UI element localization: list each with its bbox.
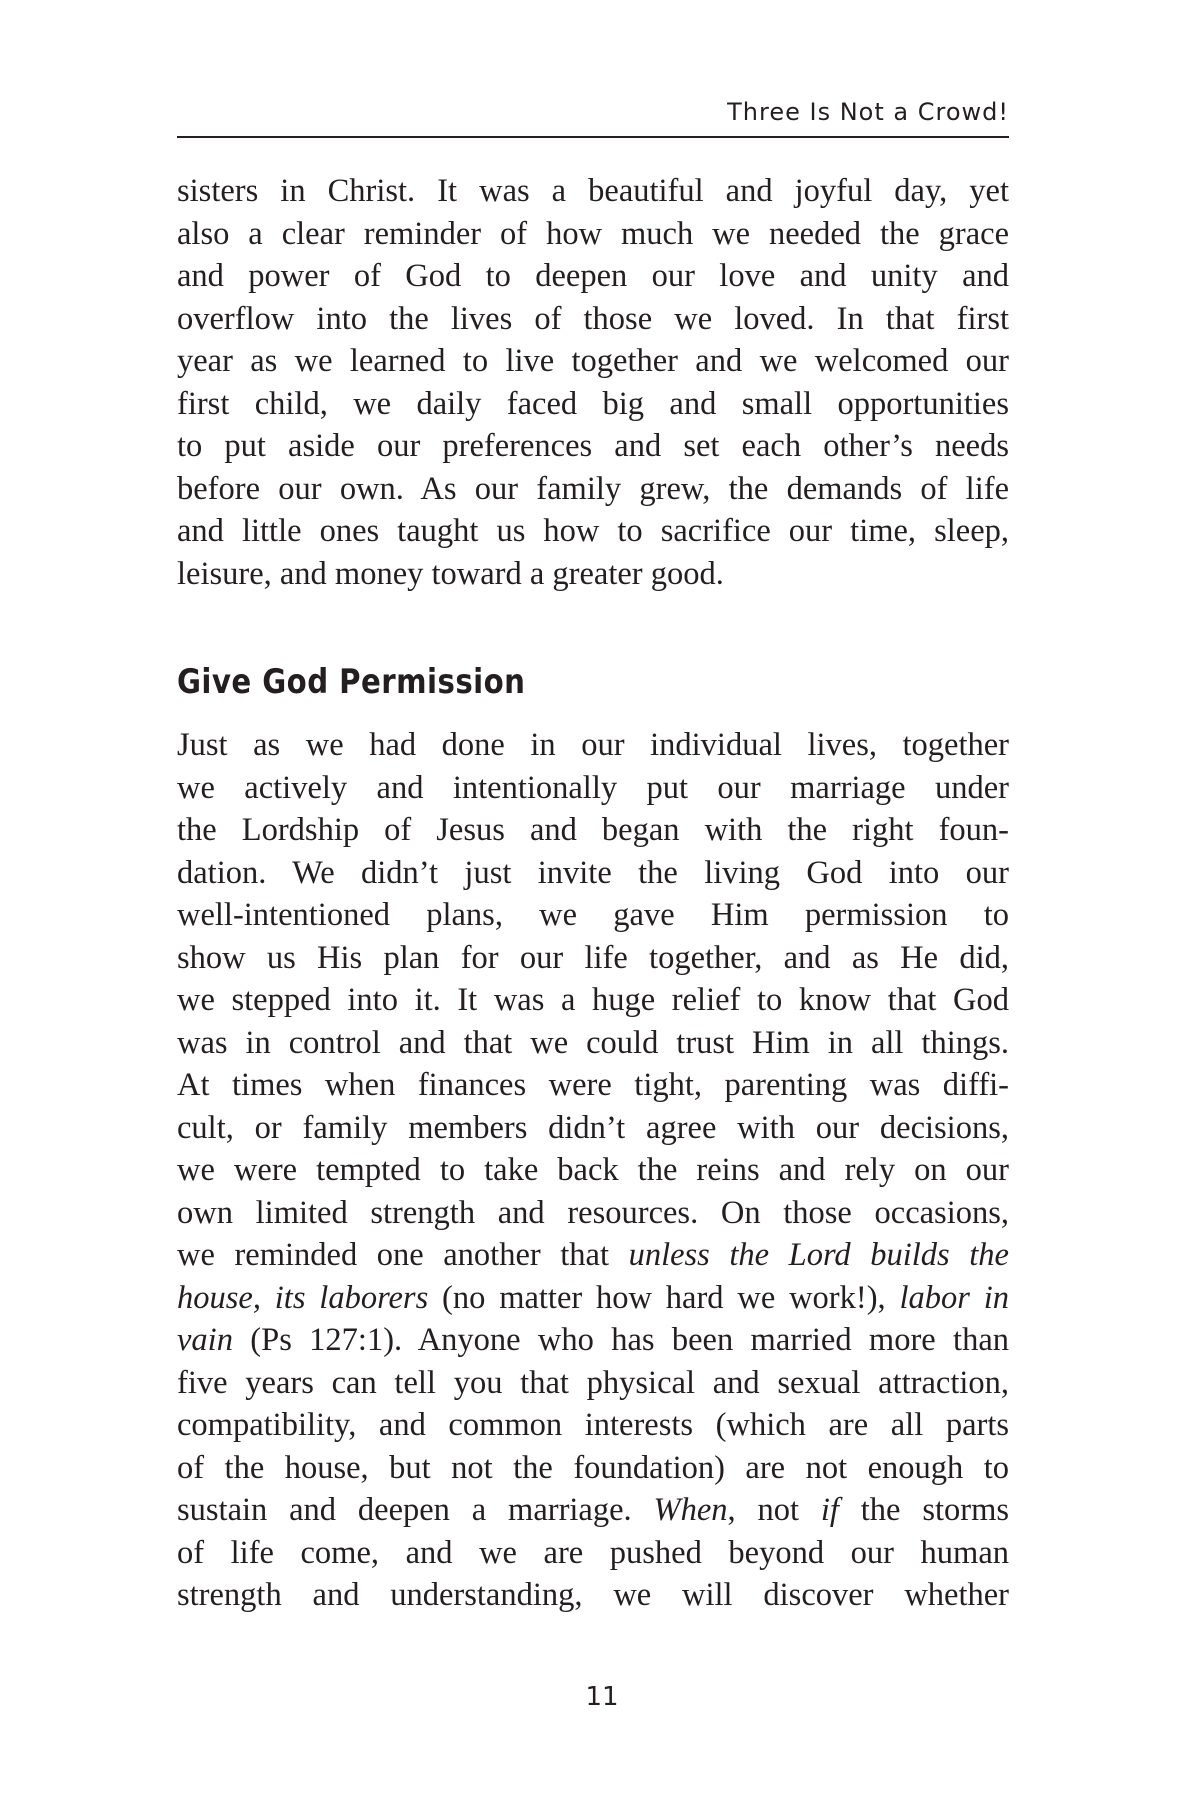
scripture-italic: unless the Lord builds the [628, 1237, 1009, 1273]
text-line: overflow into the lives of those we loved. In that first [177, 300, 1009, 337]
text-line: Just as we had done in our individual lives, together [177, 727, 1009, 763]
text-line: before our own. As our family grew, the demands of life [177, 470, 1009, 507]
text-line: leisure, and money toward a greater good. [177, 555, 724, 592]
text-line: year as we learned to live together and we welcomed our [177, 343, 1009, 379]
text-run: (no matter how hard we work!), [428, 1279, 900, 1316]
header-rule [177, 136, 1009, 138]
running-head: Three Is Not a Crowd! [727, 98, 1009, 126]
text-line [177, 1277, 1009, 1320]
text-line: compatibility, and common interests (which are all parts [177, 1407, 1009, 1443]
scripture-italic: labor in [899, 1279, 1009, 1316]
text-line: well-intentioned plans, we gave Him permission to [177, 897, 1009, 933]
text-line: At times when finances were tight, parenting was diffi- [177, 1067, 1009, 1103]
section-heading: Give God Permission [177, 662, 526, 702]
text-line [177, 1489, 1009, 1532]
text-line: sisters in Christ. It was a beautiful and joyful day, yet [177, 173, 1009, 209]
scripture-italic: house, its laborers [177, 1279, 429, 1316]
emphasis-italic: When [653, 1492, 728, 1528]
text-line: first child, we daily faced big and small opportunities [177, 385, 1009, 422]
text-line: we actively and intentionally put our marriage under [177, 769, 1009, 806]
scripture-italic: vain [177, 1322, 233, 1358]
text-line: of life come, and we are pushed beyond our human [177, 1534, 1009, 1571]
paragraph-main [177, 724, 1009, 1617]
text-run: we reminded one another that [177, 1237, 629, 1273]
text-run: sustain and deepen a marriage. [177, 1492, 654, 1528]
text-line [177, 1234, 1009, 1277]
text-line: we stepped into it. It was a huge relief to know that God [177, 982, 1009, 1018]
text-line: to put aside our preferences and set each other’s needs [177, 428, 1009, 464]
text-line: of the house, but not the foundation) are not enough to [177, 1449, 1009, 1486]
text-line [177, 1319, 1009, 1362]
text-line: own limited strength and resources. On those occasions, [177, 1194, 1009, 1231]
text-line: was in control and that we could trust Him in all things. [177, 1024, 1009, 1061]
text-line: and power of God to deepen our love and unity and [177, 258, 1009, 294]
page-number: 11 [585, 1682, 619, 1712]
text-line: five years can tell you that physical and sexual attraction, [177, 1364, 1009, 1401]
text-run: (Ps 127:1). Anyone who has been married more than [232, 1322, 1009, 1358]
text-run: the storms [838, 1492, 1009, 1528]
text-line: we were tempted to take back the reins and rely on our [177, 1152, 1009, 1188]
text-line: dation. We didn’t just invite the living God into our [177, 854, 1009, 891]
text-line: cult, or family members didn’t agree with our decisions, [177, 1109, 1009, 1146]
emphasis-italic: if [820, 1492, 839, 1528]
text-run: , not [727, 1492, 821, 1528]
text-line: also a clear reminder of how much we needed the grace [177, 215, 1009, 252]
text-line: strength and understanding, we will discover whether [177, 1577, 1009, 1613]
text-line: show us His plan for our life together, and as He did, [177, 939, 1009, 976]
text-line: and little ones taught us how to sacrifice our time, sleep, [177, 513, 1009, 549]
text-line: the Lordship of Jesus and began with the right foun- [177, 812, 1009, 848]
paragraph-intro [177, 170, 1009, 595]
